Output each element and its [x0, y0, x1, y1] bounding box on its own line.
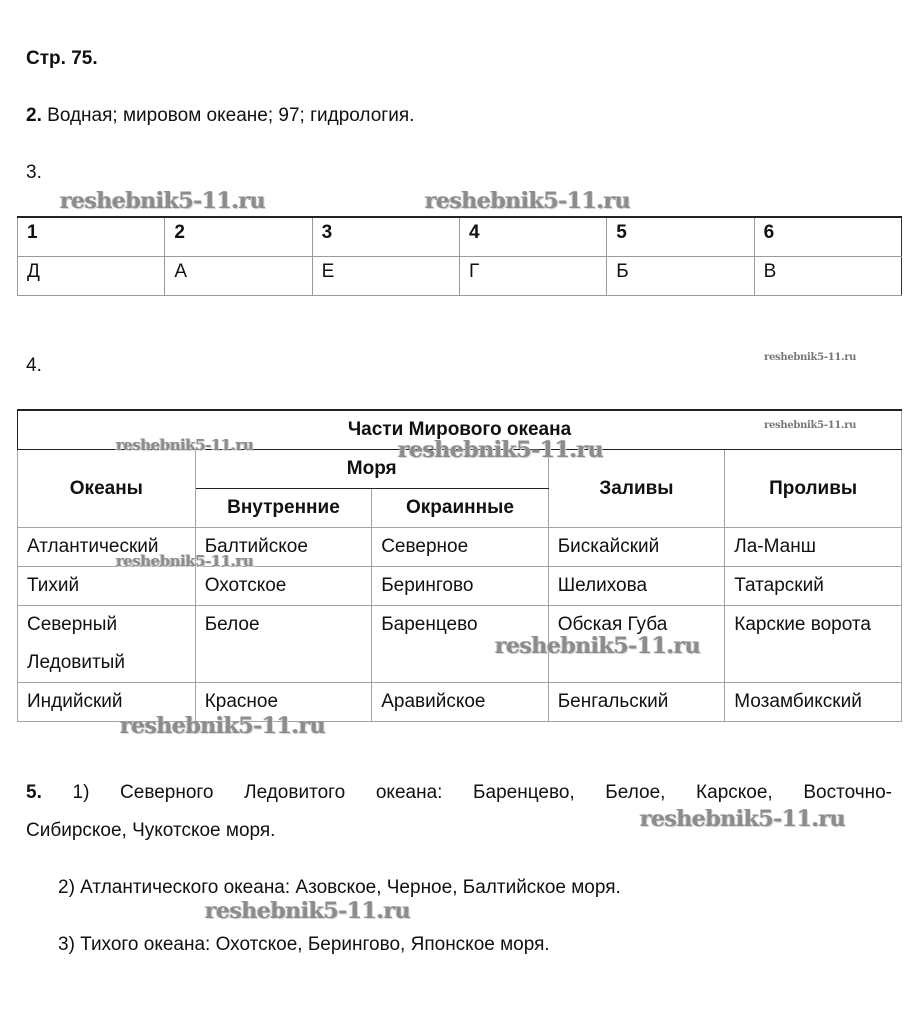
- table-row: [18, 257, 902, 296]
- header-oceans: Океаны: [18, 450, 196, 528]
- page-header: Стр. 75.: [26, 48, 98, 69]
- header-seas: Моря: [195, 450, 548, 489]
- table-cell: Красное: [195, 683, 372, 722]
- table-cell: Охотское: [195, 567, 372, 606]
- table-cell: Индийский: [18, 683, 196, 722]
- header-seas-outer: Окраинные: [372, 489, 549, 528]
- watermark: reshebnik5-11.ru: [205, 898, 411, 924]
- table-cell: Д: [18, 257, 165, 296]
- table-title: Части Мирового океана: [18, 410, 902, 450]
- watermark: reshebnik5-11.ru: [116, 436, 254, 454]
- watermark: reshebnik5-11.ru: [116, 552, 254, 570]
- watermark: reshebnik5-11.ru: [425, 188, 631, 214]
- task2-text: Водная; мировом океане; 97; гидрология.: [47, 105, 415, 126]
- table-cell: Шелихова: [548, 567, 725, 606]
- table-cell: В: [754, 257, 901, 296]
- table-cell: 3: [312, 217, 459, 257]
- table-header-row: [18, 217, 902, 257]
- watermark: reshebnik5-11.ru: [398, 437, 604, 463]
- table-cell: Е: [312, 257, 459, 296]
- watermark: reshebnik5-11.ru: [120, 713, 326, 739]
- watermark: reshebnik5-11.ru: [764, 352, 857, 363]
- table-cell: Атлантический: [18, 528, 196, 567]
- task2: [26, 105, 414, 127]
- table-cell: Бенгальский: [548, 683, 725, 722]
- task5-item3: 3) Тихого океана: Охотское, Берингово, Японское моря.: [58, 934, 550, 955]
- table-cell: А: [165, 257, 312, 296]
- table-cell: Г: [459, 257, 606, 296]
- table-cell: Баренцево: [372, 606, 549, 683]
- watermark: reshebnik5-11.ru: [640, 806, 846, 832]
- task3-answer-table: [17, 216, 902, 296]
- table-cell: Балтийское: [195, 528, 372, 567]
- task5-item1-line1: [26, 782, 892, 804]
- table-cell: Тихий: [18, 567, 196, 606]
- task3-number: 3.: [26, 162, 42, 183]
- table-cell: Обская Губа: [548, 606, 725, 683]
- table-cell: Карские ворота: [725, 606, 902, 683]
- table-cell: Мозамбикский: [725, 683, 902, 722]
- table-cell: Ла-Манш: [725, 528, 902, 567]
- table-cell: Северное: [372, 528, 549, 567]
- header-bays: Заливы: [548, 450, 725, 528]
- header-seas-inner: Внутренние: [195, 489, 372, 528]
- table-cell: Берингово: [372, 567, 549, 606]
- table-cell: Бискайский: [548, 528, 725, 567]
- table-cell: 4: [459, 217, 606, 257]
- task5-item1-line2: Сибирское, Чукотское моря.: [26, 820, 276, 841]
- header-straits: Проливы: [725, 450, 902, 528]
- table-cell: Татарский: [725, 567, 902, 606]
- table-row: [18, 606, 902, 683]
- table-cell: Аравийское: [372, 683, 549, 722]
- table-cell: Северный Ледовитый: [18, 606, 196, 683]
- task5-item2: 2) Атлантического океана: Азовское, Черное, Балтийское моря.: [58, 877, 621, 898]
- watermark: reshebnik5-11.ru: [764, 420, 857, 431]
- table-cell: Б: [607, 257, 754, 296]
- task2-number: 2.: [26, 105, 42, 126]
- table-cell: 6: [754, 217, 901, 257]
- table-cell: 5: [607, 217, 754, 257]
- table-cell: 1: [18, 217, 165, 257]
- table-cell: Белое: [195, 606, 372, 683]
- table-cell: 2: [165, 217, 312, 257]
- watermark: reshebnik5-11.ru: [495, 633, 701, 659]
- task4-number: 4.: [26, 355, 42, 376]
- task5-number: 5.: [26, 782, 42, 803]
- watermark: reshebnik5-11.ru: [60, 188, 266, 214]
- task5-item1-text: 1) Северного Ледовитого океана: Баренцево, Белое, Карское, Восточно-: [72, 782, 892, 803]
- table-row: [18, 567, 902, 606]
